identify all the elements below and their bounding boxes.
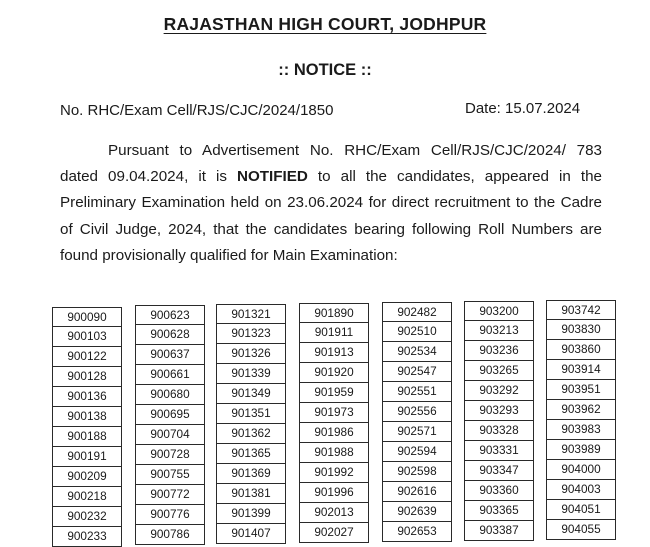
roll-number-cell: 900661 — [135, 365, 205, 385]
roll-number-cell: 901407 — [216, 524, 286, 544]
roll-column — [464, 301, 534, 541]
notice-date: Date: 15.07.2024 — [465, 100, 581, 117]
roll-number-cell: 902556 — [382, 402, 452, 422]
roll-number-cell: 903951 — [546, 380, 616, 400]
roll-number-cell: 903200 — [464, 301, 534, 321]
roll-number-cell: 903860 — [546, 340, 616, 360]
roll-number-cell: 900232 — [52, 507, 122, 527]
roll-number-cell: 902653 — [382, 522, 452, 542]
roll-number-cell: 901339 — [216, 364, 286, 384]
roll-number-cell: 900728 — [135, 445, 205, 465]
reference-number: No. RHC/Exam Cell/RJS/CJC/2024/1850 — [60, 102, 334, 119]
roll-number-cell: 902027 — [299, 523, 369, 543]
roll-number-cell: 900128 — [52, 367, 122, 387]
roll-number-cell: 904055 — [546, 520, 616, 540]
roll-number-cell: 903265 — [464, 361, 534, 381]
roll-number-cell: 900136 — [52, 387, 122, 407]
roll-number-cell: 902616 — [382, 482, 452, 502]
roll-column — [546, 300, 616, 540]
roll-number-cell: 902571 — [382, 422, 452, 442]
roll-number-cell: 900233 — [52, 527, 122, 547]
roll-number-cell: 900191 — [52, 447, 122, 467]
roll-number-cell: 903830 — [546, 320, 616, 340]
roll-number-cell: 900623 — [135, 305, 205, 325]
roll-number-cell: 900122 — [52, 347, 122, 367]
roll-number-cell: 902598 — [382, 462, 452, 482]
roll-number-cell: 902639 — [382, 502, 452, 522]
roll-number-cell: 902547 — [382, 362, 452, 382]
roll-number-cell: 900637 — [135, 345, 205, 365]
roll-number-cell: 901988 — [299, 443, 369, 463]
roll-number-cell: 903331 — [464, 441, 534, 461]
roll-number-cell: 900138 — [52, 407, 122, 427]
roll-number-cell: 904003 — [546, 480, 616, 500]
roll-number-cell: 903387 — [464, 521, 534, 541]
roll-number-cell: 903989 — [546, 440, 616, 460]
notice-body — [60, 138, 602, 269]
roll-number-cell: 900695 — [135, 405, 205, 425]
court-title: RAJASTHAN HIGH COURT, JODHPUR — [163, 14, 487, 34]
roll-number-cell: 901369 — [216, 464, 286, 484]
roll-number-cell: 901349 — [216, 384, 286, 404]
roll-number-cell: 903962 — [546, 400, 616, 420]
roll-column — [382, 302, 452, 542]
body-text-part2: to all the candidates, appeared in the Preliminary Examination held on 23.06.2024 for direct recruitment to the Cadre of Civil Judge, 2024, that the candidates bearing following Roll Numbers are found provisionally qualified for Main Examination: — [60, 168, 602, 264]
roll-number-cell: 903360 — [464, 481, 534, 501]
roll-number-cell: 901986 — [299, 423, 369, 443]
roll-number-cell: 901920 — [299, 363, 369, 383]
roll-number-cell: 902534 — [382, 342, 452, 362]
roll-number-cell: 901973 — [299, 403, 369, 423]
roll-number-cell: 901362 — [216, 424, 286, 444]
roll-number-cell: 900704 — [135, 425, 205, 445]
roll-number-cell: 900776 — [135, 505, 205, 525]
roll-number-cell: 900772 — [135, 485, 205, 505]
roll-number-cell: 901913 — [299, 343, 369, 363]
roll-number-cell: 903293 — [464, 401, 534, 421]
roll-number-table — [0, 300, 650, 543]
roll-number-cell: 901911 — [299, 323, 369, 343]
roll-column — [299, 303, 369, 543]
roll-number-cell: 900755 — [135, 465, 205, 485]
roll-number-cell: 903983 — [546, 420, 616, 440]
roll-number-cell: 903236 — [464, 341, 534, 361]
roll-number-cell: 901351 — [216, 404, 286, 424]
roll-number-cell: 900209 — [52, 467, 122, 487]
roll-number-cell: 900188 — [52, 427, 122, 447]
roll-number-cell: 900103 — [52, 327, 122, 347]
roll-number-cell: 901996 — [299, 483, 369, 503]
roll-number-cell: 902482 — [382, 302, 452, 322]
roll-number-cell: 903328 — [464, 421, 534, 441]
roll-number-cell: 901381 — [216, 484, 286, 504]
roll-number-cell: 902013 — [299, 503, 369, 523]
roll-number-cell: 901992 — [299, 463, 369, 483]
notified-keyword: NOTIFIED — [237, 168, 308, 186]
roll-number-cell: 903365 — [464, 501, 534, 521]
roll-number-cell: 901959 — [299, 383, 369, 403]
roll-number-cell: 901323 — [216, 324, 286, 344]
roll-number-cell: 901890 — [299, 303, 369, 323]
roll-number-cell: 902594 — [382, 442, 452, 462]
roll-number-cell: 901365 — [216, 444, 286, 464]
roll-number-cell: 901326 — [216, 344, 286, 364]
roll-column — [216, 304, 286, 544]
roll-number-cell: 903213 — [464, 321, 534, 341]
roll-number-cell: 901321 — [216, 304, 286, 324]
body-text-part1: Pursuant to Advertisement No. RHC/Exam Cell/RJS/CJC/2024/ 783 dated 09.04.2024, it is — [60, 142, 602, 186]
roll-number-cell: 900218 — [52, 487, 122, 507]
roll-number-cell: 902510 — [382, 322, 452, 342]
roll-number-cell: 900628 — [135, 325, 205, 345]
roll-number-cell: 901399 — [216, 504, 286, 524]
roll-column — [135, 305, 204, 545]
roll-number-cell: 903742 — [546, 300, 616, 320]
roll-number-cell: 900680 — [135, 385, 205, 405]
roll-number-cell: 904051 — [546, 500, 616, 520]
roll-number-cell: 903347 — [464, 461, 534, 481]
roll-number-cell: 903292 — [464, 381, 534, 401]
roll-column — [52, 307, 122, 547]
roll-number-cell: 903914 — [546, 360, 616, 380]
roll-number-cell: 900786 — [135, 525, 205, 545]
roll-number-cell: 900090 — [52, 307, 122, 327]
roll-number-cell: 902551 — [382, 382, 452, 402]
roll-number-cell: 904000 — [546, 460, 616, 480]
notice-heading: :: NOTICE :: — [278, 61, 372, 79]
